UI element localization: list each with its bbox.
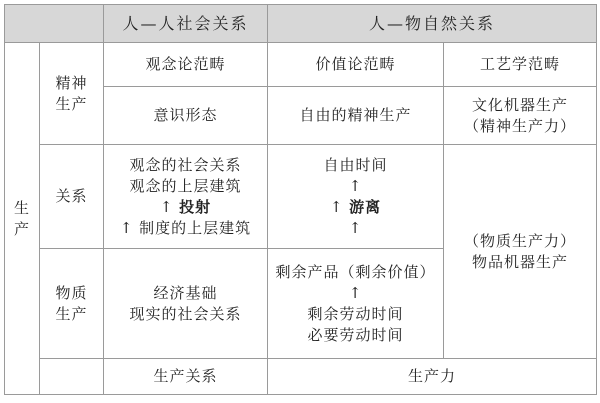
material-productivity: （物质生产力） <box>464 231 577 250</box>
projection-label: 投射 <box>179 197 212 216</box>
economic-base: 经济基础 <box>153 283 218 302</box>
comparison-table <box>4 4 597 395</box>
goods-machine-production: 物品机器生产 <box>472 252 569 271</box>
concept-paradigm-cell: 观念论范畴 <box>104 43 268 87</box>
free-time-cell <box>268 145 444 249</box>
free-spiritual-production-cell: 自由的精神生产 <box>268 87 444 145</box>
production-char-1: 生 <box>13 198 30 217</box>
spiritual-label-line1: 精神 <box>55 73 88 92</box>
material-productivity-cell <box>444 145 597 359</box>
escape-arrow-lower: ↑ <box>348 218 363 237</box>
ideal-superstructure: 观念的上层建筑 <box>129 176 242 195</box>
production-relations-cell: 生产关系 <box>104 359 268 395</box>
corner-cell <box>5 5 104 43</box>
institutional-superstructure-line <box>104 218 267 239</box>
free-time-arrow: ↑ <box>348 176 363 195</box>
production-label-cell <box>5 43 40 395</box>
surplus-cell <box>268 249 444 359</box>
necessary-labor-time: 必要劳动时间 <box>307 325 404 344</box>
spiritual-productivity: （精神生产力） <box>464 116 577 135</box>
value-paradigm-cell: 价值论范畴 <box>268 43 444 87</box>
projection-arrow: ↑ <box>159 197 174 216</box>
productivity-cell: 生产力 <box>268 359 597 395</box>
institutional-arrow: ↑ <box>119 218 134 237</box>
footer-row <box>5 359 597 395</box>
production-char-2: 产 <box>13 219 30 238</box>
projection-line <box>104 197 267 218</box>
cultural-machine-production: 文化机器生产 <box>472 95 569 114</box>
escape-line <box>268 197 443 218</box>
relation-row <box>5 145 597 249</box>
header-row <box>5 5 597 43</box>
spiritual-production-label <box>40 43 104 145</box>
economic-base-cell <box>104 249 268 359</box>
surplus-arrow: ↑ <box>348 283 363 302</box>
material-label-line2: 生产 <box>55 304 88 323</box>
craft-paradigm-cell: 工艺学范畴 <box>444 43 597 87</box>
surplus-labor-time: 剩余劳动时间 <box>307 304 404 323</box>
ideal-social-relations: 观念的社会关系 <box>129 155 242 174</box>
escape-arrow: ↑ <box>329 197 344 216</box>
surplus-product: 剩余产品（剩余价值） <box>275 262 436 281</box>
superstructure-cell <box>104 145 268 249</box>
relation-label-cell: 关系 <box>40 145 104 249</box>
cultural-machine-production-cell <box>444 87 597 145</box>
header-human-society: 人—人社会关系 <box>104 5 268 43</box>
paradigm-row <box>5 43 597 87</box>
real-social-relations: 现实的社会关系 <box>129 304 242 323</box>
escape-label: 游离 <box>349 197 382 216</box>
material-production-label <box>40 249 104 359</box>
ideology-cell: 意识形态 <box>104 87 268 145</box>
header-human-nature: 人—物自然关系 <box>268 5 597 43</box>
material-label-line1: 物质 <box>55 283 88 302</box>
institutional-superstructure: 制度的上层建筑 <box>139 218 252 237</box>
free-time: 自由时间 <box>323 155 388 174</box>
spiritual-label-line2: 生产 <box>55 94 88 113</box>
footer-blank-cell <box>40 359 104 395</box>
